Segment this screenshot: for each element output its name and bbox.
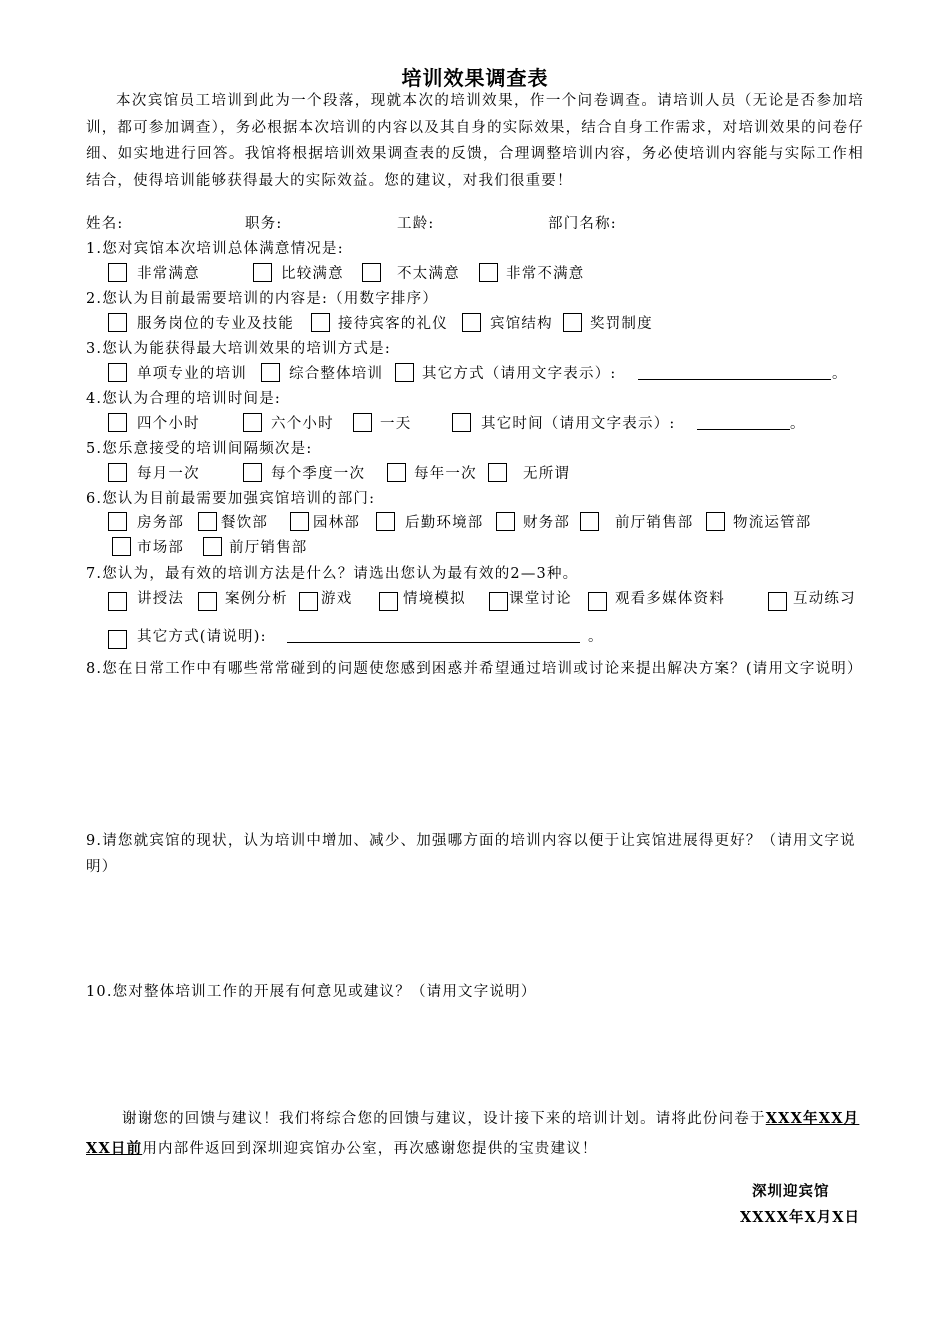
signature-org: 深圳迎宾馆 <box>752 1183 830 1200</box>
checkbox-q2-structure[interactable] <box>462 313 481 332</box>
option-label: 奖罚制度 <box>590 316 653 332</box>
seniority-field-label: 工龄: <box>397 216 435 232</box>
option-label: 每年一次 <box>414 466 477 482</box>
option-label: 园林部 <box>313 515 361 531</box>
checkbox-q5-any[interactable] <box>488 463 507 482</box>
option-label: 物流运管部 <box>733 515 812 531</box>
checkbox-q6-front-sales-2[interactable] <box>203 537 222 556</box>
option-label: 课堂讨论 <box>509 591 572 607</box>
question-10: 10.您对整体培训工作的开展有何意见或建议？（请用文字说明） <box>86 984 537 1000</box>
checkbox-q2-skills[interactable] <box>108 313 127 332</box>
checkbox-q5-quarterly[interactable] <box>243 463 262 482</box>
form-title: 培训效果调查表 <box>401 66 549 90</box>
question-8: 8.您在日常工作中有哪些常常碰到的问题使您感到困惑并希望通过培训或讨论来提出解决方案？(请用文字说明） <box>86 661 863 677</box>
option-label: 财务部 <box>523 515 571 531</box>
question-9: 9.请您就宾馆的现状，认为培训中增加、减少、加强哪方面的培训内容以便于让宾馆进展得更好？（请用文字说明） <box>86 833 856 875</box>
checkbox-q7-interactive[interactable] <box>768 592 787 611</box>
option-label: 接待宾客的礼仪 <box>338 316 448 332</box>
checkbox-q3-other[interactable] <box>395 363 414 382</box>
option-label: 宾馆结构 <box>490 316 553 332</box>
question-3: 3.您认为能获得最大培训效果的培训方式是: <box>86 341 391 357</box>
option-label: 互动练习 <box>793 591 856 607</box>
department-field-label: 部门名称: <box>548 216 617 232</box>
option-label: 讲授法 <box>137 591 185 607</box>
checkbox-q6-housekeeping[interactable] <box>108 512 127 531</box>
option-label: 前厅销售部 <box>229 540 308 556</box>
question-5: 5.您乐意接受的培训间隔频次是: <box>86 441 313 457</box>
signature-date: XXXX年X月X日 <box>740 1209 861 1226</box>
closing-paragraph <box>86 1104 864 1164</box>
option-label: 其它方式(请说明): <box>137 629 267 645</box>
option-label: 每月一次 <box>137 466 200 482</box>
checkbox-q1-satisfied[interactable] <box>253 263 272 282</box>
checkbox-q5-monthly[interactable] <box>108 463 127 482</box>
option-label: 每个季度一次 <box>271 466 366 482</box>
checkbox-q5-yearly[interactable] <box>387 463 406 482</box>
checkbox-q4-one-day[interactable] <box>353 413 372 432</box>
closing-text-before: 谢谢您的回馈与建议！我们将综合您的回馈与建议，设计接下来的培训计划。请将此份问卷于 <box>122 1111 766 1127</box>
question-6: 6.您认为目前最需要加强宾馆培训的部门: <box>86 491 376 507</box>
option-label: 一天 <box>380 416 412 432</box>
option-label: 非常不满意 <box>506 266 585 282</box>
name-field-label: 姓名: <box>86 216 124 232</box>
checkbox-q6-garden[interactable] <box>290 512 309 531</box>
checkbox-q6-finance[interactable] <box>496 512 515 531</box>
checkbox-q6-logistics-ops[interactable] <box>706 512 725 531</box>
checkbox-q1-not-satisfied[interactable] <box>362 263 381 282</box>
checkbox-q7-other[interactable] <box>108 630 127 649</box>
checkbox-q1-very-unsatisfied[interactable] <box>479 263 498 282</box>
q4-other-input-line[interactable] <box>697 429 790 430</box>
period: 。 <box>832 366 848 382</box>
checkbox-q7-case-study[interactable] <box>198 592 217 611</box>
option-label: 市场部 <box>137 540 185 556</box>
option-label: 房务部 <box>137 515 185 531</box>
option-label: 观看多媒体资料 <box>615 591 725 607</box>
option-label: 情境模拟 <box>403 591 466 607</box>
option-label: 不太满意 <box>397 266 460 282</box>
checkbox-q4-four-hours[interactable] <box>108 413 127 432</box>
checkbox-q4-other[interactable] <box>452 413 471 432</box>
option-label: 游戏 <box>321 591 353 607</box>
option-label: 非常满意 <box>137 266 200 282</box>
q3-other-input-line[interactable] <box>638 379 831 380</box>
option-label: 案例分析 <box>225 591 288 607</box>
option-label: 单项专业的培训 <box>137 366 247 382</box>
question-2: 2.您认为目前最需要培训的内容是:（用数字排序） <box>86 291 439 307</box>
checkbox-q6-logistics-env[interactable] <box>376 512 395 531</box>
question-7: 7.您认为，最有效的培训方法是什么？请选出您认为最有效的2—3种。 <box>86 566 579 582</box>
checkbox-q6-food[interactable] <box>198 512 217 531</box>
option-label: 餐饮部 <box>221 515 269 531</box>
question-1: 1.您对宾馆本次培训总体满意情况是: <box>86 241 344 257</box>
period: 。 <box>790 416 806 432</box>
position-field-label: 职务: <box>245 216 283 232</box>
option-label: 综合整体培训 <box>289 366 384 382</box>
checkbox-q3-integrated[interactable] <box>261 363 280 382</box>
closing-text-after: 用内部件返回到深圳迎宾馆办公室，再次感谢您提供的宝贵建议！ <box>142 1141 598 1157</box>
checkbox-q2-etiquette[interactable] <box>311 313 330 332</box>
deadline-date: XXX年XX月XX日前 <box>86 1110 860 1157</box>
option-label: 比较满意 <box>281 266 344 282</box>
option-label: 无所谓 <box>523 466 571 482</box>
option-label: 其它时间（请用文字表示）: <box>481 416 676 432</box>
checkbox-q6-marketing[interactable] <box>112 537 131 556</box>
option-label: 后勤环境部 <box>405 515 484 531</box>
checkbox-q7-discussion[interactable] <box>489 592 508 611</box>
option-label: 其它方式（请用文字表示）: <box>422 366 617 382</box>
checkbox-q7-game[interactable] <box>299 592 318 611</box>
option-label: 服务岗位的专业及技能 <box>137 316 294 332</box>
option-label: 四个小时 <box>137 416 200 432</box>
checkbox-q4-six-hours[interactable] <box>243 413 262 432</box>
option-label: 前厅销售部 <box>615 515 694 531</box>
q7-other-input-line[interactable] <box>287 642 580 643</box>
intro-paragraph: 本次宾馆员工培训到此为一个段落，现就本次的培训效果，作一个问卷调查。请培训人员（无论是否参加培训，都可参加调查），务必根据本次培训的内容以及其自身的实际效果，结合自身工作需求，对培训效果的问卷仔细、如实地进行回答。我馆将根据培训效果调查表的反馈，合理调整培训内容，务必使培训内容能与实际工作相结合，使得培训能够获得最大的实际效益。您的建议，对我们很重要！ <box>86 93 864 189</box>
checkbox-q7-role-play[interactable] <box>379 592 398 611</box>
checkbox-q7-lecture[interactable] <box>108 592 127 611</box>
question-4: 4.您认为合理的培训时间是: <box>86 391 282 407</box>
checkbox-q6-front-sales[interactable] <box>580 512 599 531</box>
checkbox-q1-very-satisfied[interactable] <box>108 263 127 282</box>
checkbox-q2-rewards[interactable] <box>563 313 582 332</box>
checkbox-q3-single[interactable] <box>108 363 127 382</box>
option-label: 六个小时 <box>271 416 334 432</box>
period: 。 <box>588 629 604 645</box>
checkbox-q7-multimedia[interactable] <box>588 592 607 611</box>
